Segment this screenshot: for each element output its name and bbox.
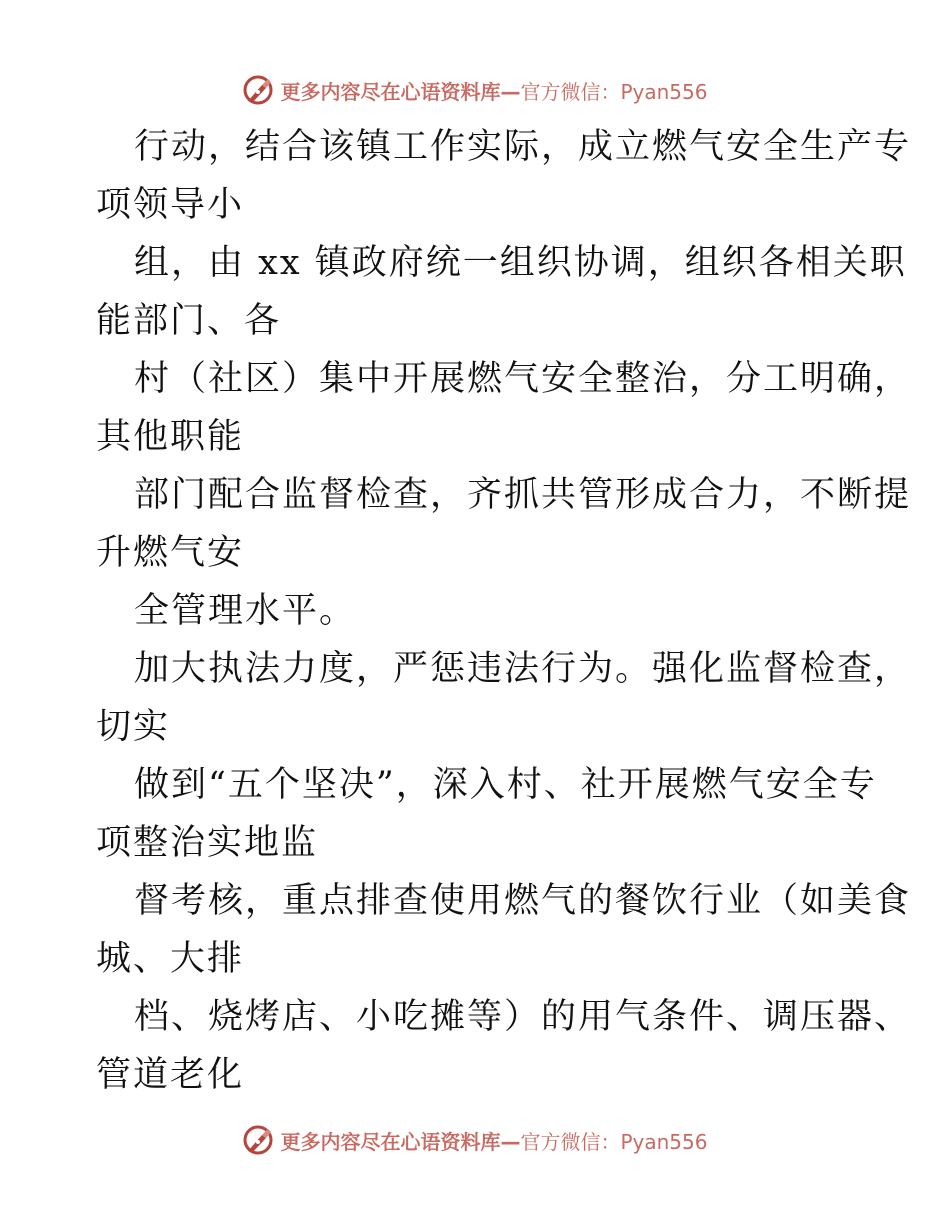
header-banner-text: [280, 76, 707, 105]
body-line: 行动，结合该镇工作实际，成立燃气安全生产专: [134, 127, 912, 167]
body-line: 做到“五个坚决”，深入村、社开展燃气安全专: [134, 765, 877, 805]
body-line: 加大执法力度，严惩违法行为。强化监督检查，: [134, 649, 912, 689]
pen-logo-icon: [242, 74, 274, 106]
body-line: 项领导小: [96, 185, 245, 225]
body-line: 项整治实地监: [96, 823, 319, 863]
body-line: 档、烧烤店、小吃摊等）的用气条件、调压器、: [134, 997, 912, 1037]
header-contact-text: 官方微信：Pyan556: [520, 79, 708, 104]
footer-banner-text: [280, 1126, 707, 1155]
body-line: 部门配合监督检查，齐抓共管形成合力，不断提: [134, 475, 912, 515]
header-site-text: 更多内容尽在心语资料库: [280, 79, 501, 104]
header-dash: —: [500, 79, 521, 104]
body-line: 管道老化: [96, 1055, 245, 1095]
body-line: 组，由 xx 镇政府统一组织协调，组织各相关职: [134, 243, 907, 283]
header-banner: [0, 70, 950, 110]
footer-dash: —: [500, 1129, 521, 1154]
body-line: 城、大排: [96, 939, 245, 979]
body-line: 切实: [96, 707, 171, 747]
pen-logo-icon: [242, 1124, 274, 1156]
footer-contact-text: 官方微信：Pyan556: [520, 1129, 708, 1154]
footer-site-text: 更多内容尽在心语资料库: [280, 1129, 501, 1154]
body-line: 其他职能: [96, 417, 245, 457]
body-line: 升燃气安: [96, 533, 245, 573]
footer-banner: [0, 1120, 950, 1160]
body-line: 能部门、各: [96, 301, 282, 341]
body-line: 村（社区）集中开展燃气安全整治，分工明确，: [134, 359, 912, 399]
document-body: [96, 118, 912, 1104]
body-line: 督考核，重点排查使用燃气的餐饮行业（如美食: [134, 881, 912, 921]
body-line: 全管理水平。: [134, 591, 357, 631]
